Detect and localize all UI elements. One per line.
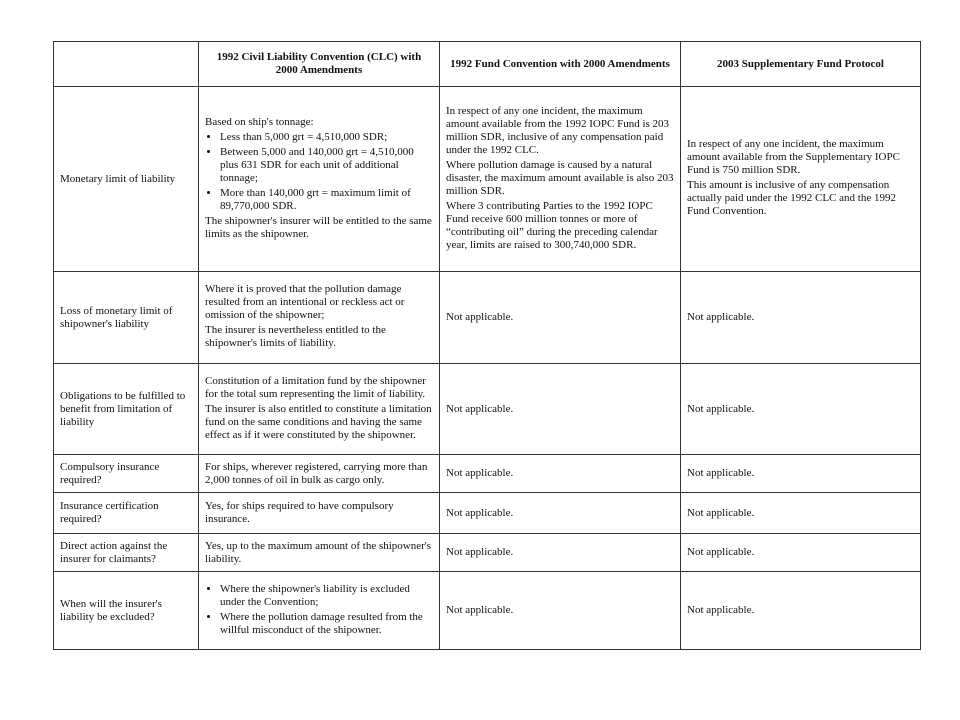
supplementary-cell: Not applicable. — [681, 364, 921, 455]
supplementary-cell — [681, 87, 921, 272]
bullet-list — [205, 131, 433, 213]
row-label: Obligations to be fulfilled to benefit from limitation of liability — [54, 364, 199, 455]
bullet-list — [205, 583, 433, 637]
header-clc: 1992 Civil Liability Convention (CLC) with 2000 Amendments — [199, 42, 440, 87]
cell-paragraph: Where it is proved that the pollution damage resulted from an intentional or reckless act or omission of the shipowner; — [205, 283, 405, 321]
table-row — [54, 572, 921, 650]
row-label: When will the insurer's liability be excluded? — [54, 572, 199, 650]
fund-cell: Not applicable. — [440, 364, 681, 455]
cell-paragraph: The insurer is nevertheless entitled to the shipowner's limits of liability. — [205, 324, 386, 349]
fund-cell — [440, 87, 681, 272]
header-row — [54, 42, 921, 87]
fund-cell: Not applicable. — [440, 272, 681, 364]
clc-cell: Yes, for ships required to have compulsory insurance. — [199, 493, 440, 534]
table-row — [54, 455, 921, 493]
fund-cell: Not applicable. — [440, 493, 681, 534]
row-label: Insurance certification required? — [54, 493, 199, 534]
row-label: Monetary limit of liability — [54, 87, 199, 272]
list-item: • Where the shipowner's liability is excluded under the Convention; — [220, 583, 433, 609]
table-row — [54, 364, 921, 455]
row-label: Direct action against the insurer for claimants? — [54, 534, 199, 572]
supplementary-cell: Not applicable. — [681, 534, 921, 572]
list-item: • Where the pollution damage resulted from the willful misconduct of the shipowner. — [220, 611, 433, 637]
header-supplementary: 2003 Supplementary Fund Protocol — [681, 42, 921, 87]
list-item: • Between 5,000 and 140,000 grt = 4,510,000 plus 631 SDR for each unit of additional tonnage; — [220, 146, 433, 185]
list-item: • More than 140,000 grt = maximum limit of 89,770,000 SDR. — [220, 187, 433, 213]
supplementary-cell: Not applicable. — [681, 455, 921, 493]
clc-cell: For ships, wherever registered, carrying more than 2,000 tonnes of oil in bulk as cargo only. — [199, 455, 440, 493]
fund-cell: Not applicable. — [440, 572, 681, 650]
clc-cell — [199, 364, 440, 455]
cell-paragraph: In respect of any one incident, the maximum amount available from the Supplementary IOPC Fund is 750 million SDR. — [687, 138, 900, 176]
table-row — [54, 272, 921, 364]
table-row — [54, 493, 921, 534]
cell-paragraph: Where 3 contributing Parties to the 1992 IOPC Fund receive 600 million tonnes or more of “contributing oil” during the preceding calendar year, limits are raised to 300,740,000 SDR. — [446, 199, 658, 251]
cell-paragraph: The shipowner's insurer will be entitled to the same limits as the shipowner. — [205, 214, 432, 240]
table-row — [54, 534, 921, 572]
cell-paragraph: The insurer is also entitled to constitute a limitation fund on the same conditions and having the same effect as if it were constituted by the shipowner. — [205, 402, 432, 441]
comparison-table — [53, 41, 921, 650]
header-fund: 1992 Fund Convention with 2000 Amendments — [440, 42, 681, 87]
cell-paragraph: In respect of any one incident, the maximum amount available from the 1992 IOPC Fund is 203 million SDR, inclusive of any compensation paid under the 1992 CLC. — [446, 104, 670, 156]
supplementary-cell: Not applicable. — [681, 493, 921, 534]
cell-paragraph: Based on ship's tonnage: — [205, 115, 314, 128]
header-cell-empty — [54, 42, 199, 87]
supplementary-cell: Not applicable. — [681, 272, 921, 364]
clc-cell: Yes, up to the maximum amount of the shipowner's liability. — [199, 534, 440, 572]
row-label: Loss of monetary limit of shipowner's liability — [54, 272, 199, 364]
fund-cell: Not applicable. — [440, 455, 681, 493]
list-item: • Less than 5,000 grt = 4,510,000 SDR; — [220, 131, 433, 144]
clc-cell — [199, 272, 440, 364]
cell-paragraph: Where pollution damage is caused by a natural disaster, the maximum amount available is also 203 million SDR. — [446, 158, 674, 197]
row-label: Compulsory insurance required? — [54, 455, 199, 493]
supplementary-cell: Not applicable. — [681, 572, 921, 650]
clc-cell — [199, 572, 440, 650]
cell-paragraph: This amount is inclusive of any compensation actually paid under the 1992 CLC and the 1992 Fund Convention. — [687, 179, 896, 217]
clc-cell — [199, 87, 440, 272]
fund-cell: Not applicable. — [440, 534, 681, 572]
cell-paragraph: Constitution of a limitation fund by the shipowner for the total sum representing the limit of liability. — [205, 374, 426, 400]
table-row — [54, 87, 921, 272]
